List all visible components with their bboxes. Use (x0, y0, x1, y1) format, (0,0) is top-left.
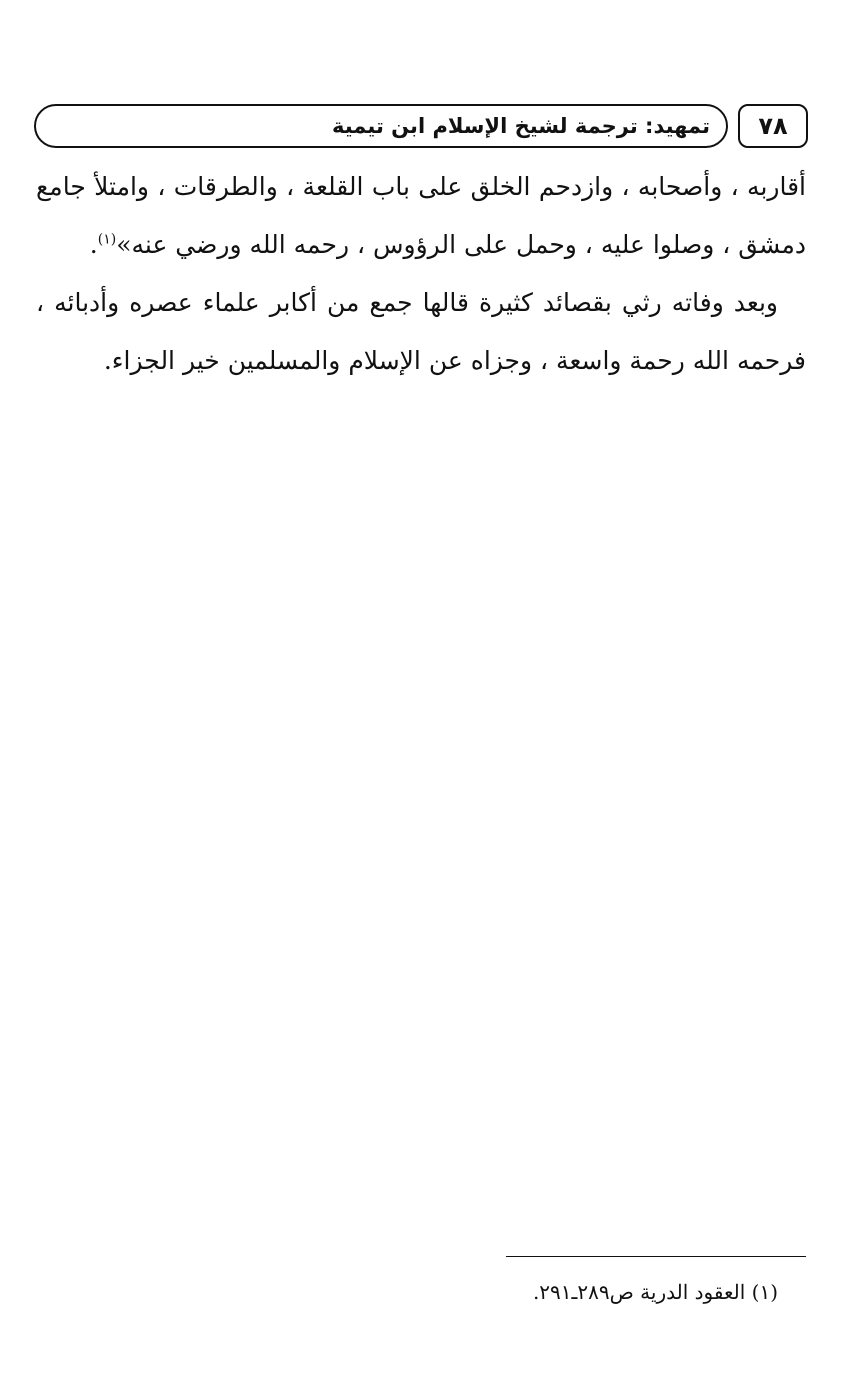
main-text (36, 158, 806, 390)
footnote (300, 1276, 778, 1308)
paragraph (36, 158, 806, 274)
footnote-separator (506, 1256, 806, 1257)
paragraph-end: . (89, 230, 98, 259)
paragraph-text: أقاربه ، وأصحابه ، وازدحم الخلق على باب القلعة ، والطرقات ، وامتلأ جامع دمشق ، وصلوا عليه ، وحمل على الرؤوس ، رحمه الله ورضي عنه» (36, 172, 806, 259)
paragraph (36, 274, 806, 390)
running-header (34, 104, 808, 150)
footnote-text: (١) العقود الدرية ص٢٨٩ـ٢٩١. (532, 1280, 778, 1304)
footnote-reference[interactable]: (١) (97, 231, 117, 248)
running-title-box (34, 104, 728, 148)
running-title: تمهيد: ترجمة لشيخ الإسلام ابن تيمية (332, 114, 710, 138)
paragraph-text: وبعد وفاته رثي بقصائد كثيرة قالها جمع من أكابر علماء عصره وأدبائه ، فرحمه الله رحمة واسعة ، وجزاه عن الإسلام والمسلمين خير الجزاء. (36, 288, 806, 375)
page-number (738, 104, 808, 148)
page-number-text: ٧٨ (758, 112, 788, 140)
